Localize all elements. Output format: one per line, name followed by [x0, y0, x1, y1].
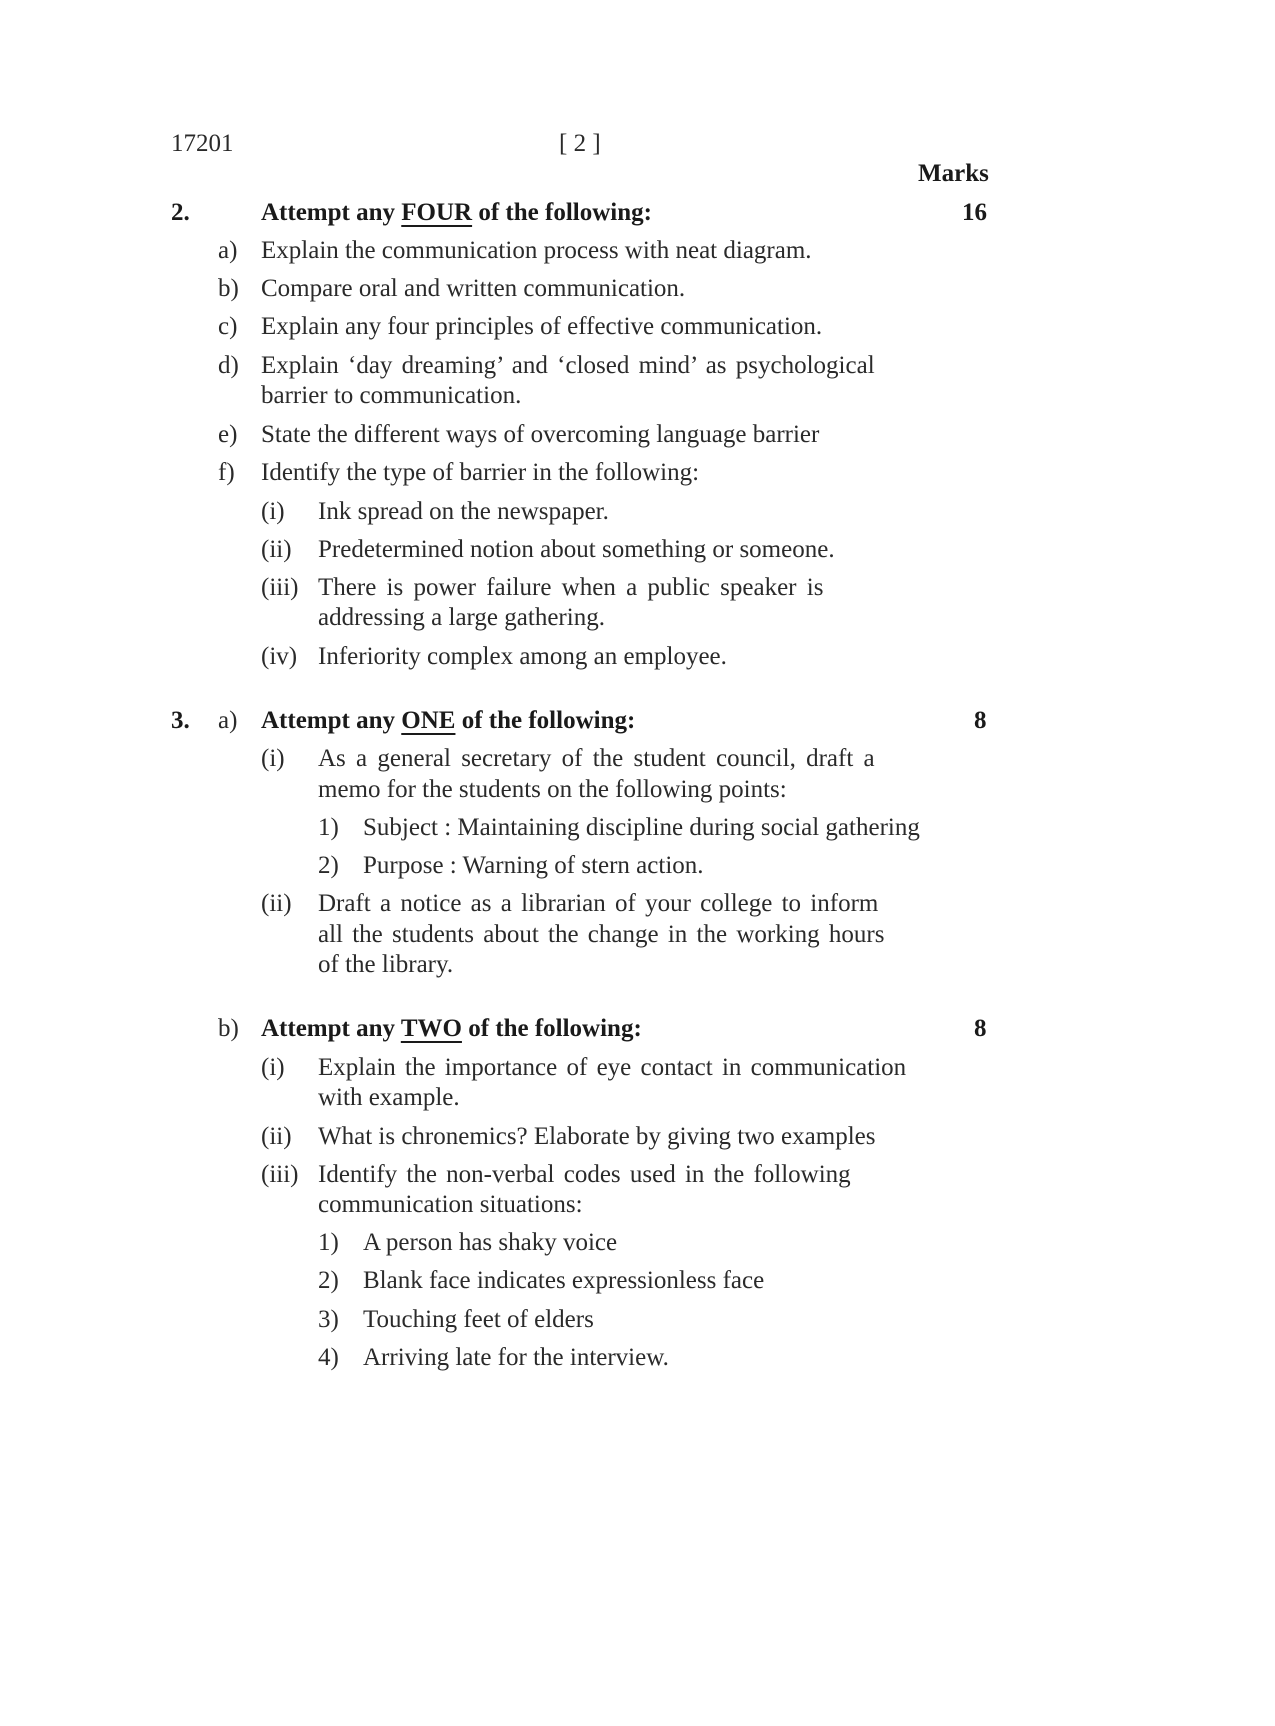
item-label: c) — [218, 313, 238, 340]
sub-item-label: (iv) — [261, 643, 298, 670]
instruction-post: of the following: — [455, 707, 636, 734]
part-label: b) — [218, 1015, 239, 1042]
memo-point-label: 2) — [318, 852, 339, 879]
memo-point-label: 1) — [318, 814, 339, 841]
instruction-key: ONE — [401, 707, 456, 734]
sub-item-label: (i) — [261, 745, 285, 772]
sub-item-label: (i) — [261, 1054, 285, 1081]
instruction-key: FOUR — [401, 199, 473, 226]
sub-item-text: Draft a notice as a librarian of your college to inform — [318, 890, 879, 917]
sub-item-text-continued: addressing a large gathering. — [318, 604, 605, 631]
question-marks: 8 — [974, 707, 987, 734]
item-text-continued: barrier to communication. — [261, 382, 522, 409]
situation-text: Arriving late for the interview. — [363, 1344, 669, 1371]
paper-code: 17201 — [171, 130, 234, 157]
item-label: a) — [218, 237, 238, 264]
memo-point-text: Purpose : Warning of stern action. — [363, 852, 704, 879]
instruction-post: of the following: — [461, 1015, 642, 1042]
sub-item-text: Ink spread on the newspaper. — [318, 498, 609, 525]
item-text: State the different ways of overcoming language barrier — [261, 421, 820, 448]
situation-label: 1) — [318, 1229, 339, 1256]
sub-item-label: (ii) — [261, 890, 292, 917]
sub-item-label: (i) — [261, 498, 285, 525]
question-instruction — [261, 1015, 642, 1043]
sub-item-text-continued: of the library. — [318, 951, 454, 978]
sub-item-text-continued: all the students about the change in the working hours — [318, 921, 885, 948]
item-text: Identify the type of barrier in the following: — [261, 459, 700, 486]
instruction-post: of the following: — [472, 199, 652, 226]
sub-item-text: Predetermined notion about something or someone. — [318, 536, 835, 563]
sub-item-label: (ii) — [261, 536, 292, 563]
situation-label: 2) — [318, 1267, 339, 1294]
part-label: a) — [218, 707, 238, 734]
situation-label: 3) — [318, 1306, 339, 1333]
question-number: 2. — [171, 199, 190, 226]
instruction-pre: Attempt any — [261, 707, 402, 734]
situation-text: A person has shaky voice — [363, 1229, 618, 1256]
question-instruction — [261, 707, 635, 735]
item-text: Explain any four principles of effective communication. — [261, 313, 823, 340]
sub-item-label: (iii) — [261, 574, 299, 601]
question-number: 3. — [171, 707, 190, 734]
item-text: Explain the communication process with neat diagram. — [261, 237, 812, 264]
item-label: f) — [218, 459, 235, 486]
marks-column-header: Marks — [918, 160, 989, 187]
sub-item-label: (iii) — [261, 1161, 299, 1188]
sub-item-text: As a general secretary of the student council, draft a — [318, 745, 875, 772]
instruction-pre: Attempt any — [261, 1015, 401, 1042]
instruction-key: TWO — [400, 1015, 462, 1042]
sub-item-text: There is power failure when a public speaker is — [318, 574, 824, 601]
item-label: e) — [218, 421, 238, 448]
sub-item-label: (ii) — [261, 1123, 292, 1150]
item-label: b) — [218, 275, 239, 302]
item-text: Compare oral and written communication. — [261, 275, 686, 302]
page-number: [ 2 ] — [559, 130, 601, 157]
question-marks: 16 — [962, 199, 987, 226]
sub-item-text: Identify the non-verbal codes used in the following — [318, 1161, 851, 1188]
instruction-pre: Attempt any — [261, 199, 402, 226]
situation-text: Blank face indicates expressionless face — [363, 1267, 765, 1294]
question-marks: 8 — [974, 1015, 987, 1042]
item-text: Explain ‘day dreaming’ and ‘closed mind’ as psychological — [261, 352, 875, 379]
situation-text: Touching feet of elders — [363, 1306, 594, 1333]
situation-label: 4) — [318, 1344, 339, 1371]
sub-item-text-continued: memo for the students on the following points: — [318, 776, 787, 803]
sub-item-text-continued: communication situations: — [318, 1191, 583, 1218]
sub-item-text: What is chronemics? Elaborate by giving two examples — [318, 1123, 876, 1150]
question-instruction — [261, 199, 652, 227]
sub-item-text: Inferiority complex among an employee. — [318, 643, 727, 670]
sub-item-text: Explain the importance of eye contact in communication — [318, 1054, 907, 1081]
memo-point-text: Subject : Maintaining discipline during social gathering — [363, 814, 920, 841]
item-label: d) — [218, 352, 239, 379]
sub-item-text-continued: with example. — [318, 1084, 460, 1111]
